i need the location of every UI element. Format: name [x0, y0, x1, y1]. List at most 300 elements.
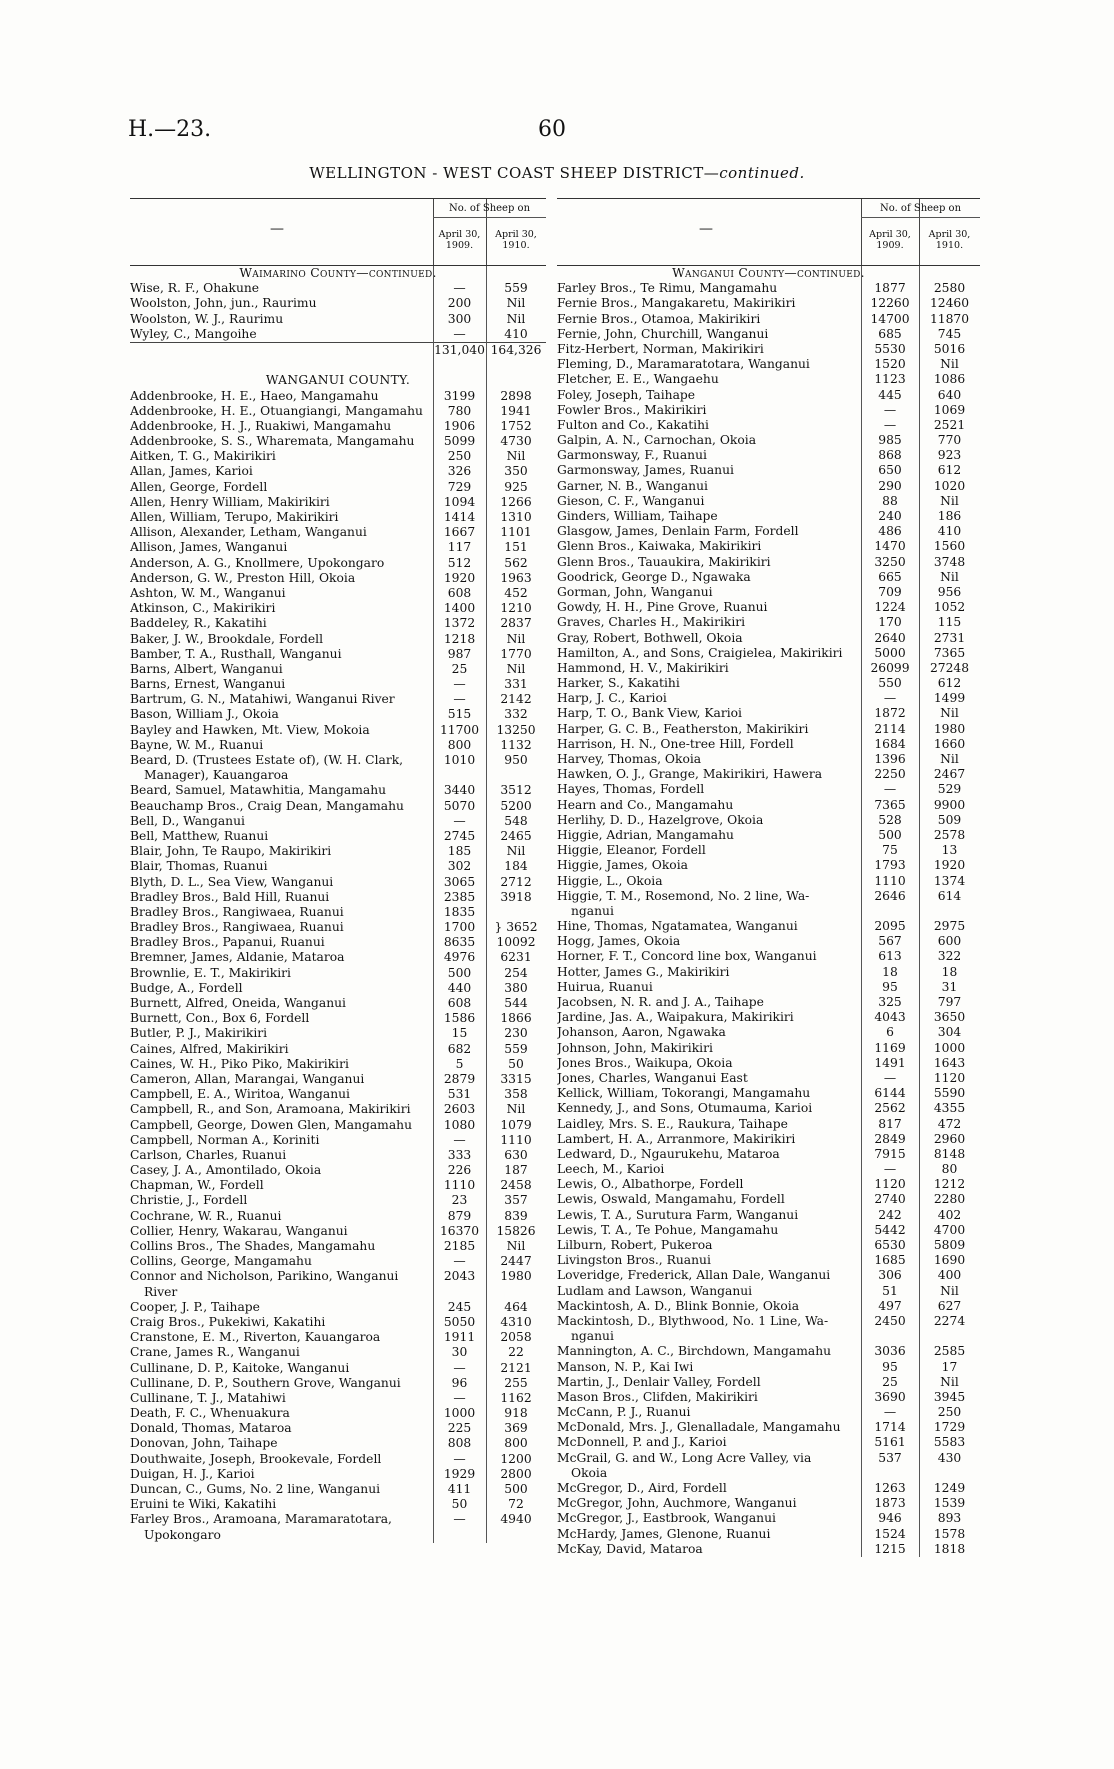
owner-name: Beard, D. (Trustees Estate of), (W. H. Clark, [130, 753, 404, 767]
table-row [130, 601, 546, 616]
owner-name: Campbell, R., and Son, Aramoana, Makirikiri [130, 1102, 411, 1117]
sheep-1910: 614 [937, 888, 962, 903]
table-row [557, 965, 980, 980]
sheep-1910: 410 [937, 524, 962, 539]
sheep-1910: 1310 [500, 510, 532, 524]
sheep-1909: 1396 [874, 752, 906, 766]
table-row [130, 464, 546, 479]
sheep-1910: 627 [937, 1298, 962, 1313]
table-row [130, 1345, 546, 1360]
sheep-1909: 333 [447, 1147, 472, 1162]
sheep-1909: 6530 [874, 1238, 906, 1252]
page-title [0, 164, 1114, 182]
sheep-1909: 3065 [443, 874, 476, 889]
sheep-1910: 250 [937, 1405, 962, 1420]
table-row [557, 782, 980, 797]
table-row [557, 1360, 980, 1375]
table-row [130, 616, 546, 631]
owner-name: Lewis, O., Albathorpe, Fordell [557, 1177, 744, 1192]
table-row [130, 707, 546, 722]
owner-name: Budge, A., Fordell [130, 980, 243, 995]
sheep-1909: 2849 [874, 1131, 906, 1146]
owner-name: McDonnell, P. and J., Karioi [557, 1435, 727, 1450]
owner-name: Johanson, Aaron, Ngawaka [557, 1025, 726, 1040]
owner-name: Garmonsway, James, Ruanui [557, 463, 734, 478]
sheep-1909: 2603 [443, 1102, 476, 1117]
table-row [130, 1072, 546, 1087]
sheep-1910: 1052 [933, 600, 966, 615]
sheep-1910: Nil [940, 1283, 959, 1298]
sheep-1909: 1080 [443, 1117, 476, 1132]
table-row [130, 1300, 546, 1315]
sheep-1910: 2712 [500, 874, 532, 889]
owner-name: Garner, N. B., Wanganui [557, 478, 708, 493]
owner-name: Goodrick, George D., Ngawaka [557, 569, 751, 584]
sheep-1909: 250 [447, 449, 472, 464]
table-row [130, 920, 546, 935]
sheep-1910: 1752 [500, 418, 532, 433]
sheep-1910: 72 [508, 1497, 524, 1512]
table-row [130, 859, 546, 874]
sheep-1910: 2142 [500, 692, 532, 707]
owner-name: McDonald, Mrs. J., Glenalladale, Mangamahu [557, 1420, 841, 1435]
owner-name: Jardine, Jas. A., Waipakura, Makirikiri [557, 1010, 794, 1025]
sheep-1909: — [453, 1254, 466, 1269]
owner-name: Campbell, George, Dowen Glen, Mangamahu [130, 1117, 412, 1132]
right-table-body [557, 266, 980, 1557]
sheep-1910: 2465 [500, 828, 532, 843]
owner-name: McKay, David, Mataroa [557, 1541, 703, 1556]
owner-name: Bell, D., Wanganui [130, 813, 245, 828]
sheep-1910 [921, 904, 980, 919]
table-row [557, 1466, 980, 1481]
sheep-1909: 440 [447, 980, 472, 995]
section-heading [557, 266, 980, 281]
sheep-1910: 4310 [500, 1314, 532, 1329]
sheep-1910: 1578 [933, 1526, 966, 1541]
owner-name: McGregor, D., Aird, Fordell [557, 1481, 727, 1495]
table-row [130, 571, 546, 586]
owner-name: Higgie, Eleanor, Fordell [557, 843, 706, 858]
sheep-1909: 300 [447, 311, 472, 326]
sheep-1909: 95 [882, 979, 898, 994]
sheep-1910: 3315 [500, 1071, 532, 1086]
column-rule [861, 266, 862, 1557]
table-row [557, 1451, 980, 1466]
owner-name: Fletcher, E. E., Wangaehu [557, 372, 719, 387]
sheep-1909: 531 [447, 1087, 472, 1102]
sheep-1909: 117 [447, 540, 472, 555]
sheep-1909: 2745 [443, 828, 476, 843]
sheep-1910: 3945 [933, 1389, 966, 1404]
owner-name: Burnett, Con., Box 6, Fordell [130, 1011, 310, 1026]
owner-name: Bremner, James, Aldanie, Mataroa [130, 950, 345, 965]
sheep-1909: 302 [447, 859, 472, 874]
owner-name: Bason, William J., Okoia [130, 707, 279, 722]
sheep-1909: 528 [878, 812, 902, 827]
table-row [130, 586, 546, 601]
sheep-1909: 1586 [443, 1011, 476, 1026]
owner-name: Caines, W. H., Piko Piko, Makirikiri [130, 1056, 349, 1071]
sheep-1910: 1020 [933, 478, 966, 493]
table-row [130, 844, 546, 859]
sheep-1910: Nil [940, 706, 959, 721]
sheep-1909: 5530 [874, 341, 906, 356]
sheep-1909: 1263 [874, 1481, 906, 1495]
sheep-1909: — [883, 402, 897, 417]
owner-name: Lewis, T. A., Te Pohue, Mangamahu [557, 1222, 779, 1237]
owner-name: Bradley Bros., Rangiwaea, Ruanui [130, 904, 344, 919]
sheep-1910: 612 [937, 463, 962, 478]
table-row [130, 1178, 546, 1193]
sheep-1909: 411 [447, 1482, 472, 1496]
sheep-1910: 115 [937, 615, 962, 630]
sheep-1910: 4730 [500, 434, 532, 449]
sheep-1909: 96 [451, 1375, 468, 1390]
sheep-1909: 5099 [443, 434, 476, 449]
name-column-header: — [270, 221, 284, 237]
table-row [130, 1269, 546, 1284]
sheep-1909: 1414 [443, 510, 476, 524]
sheep-1910: 1162 [500, 1390, 532, 1405]
sheep-1909: 1700 [443, 920, 476, 935]
table-row [557, 342, 980, 357]
table-row [130, 1042, 546, 1057]
table-row [130, 799, 546, 814]
sheep-1910 [921, 1329, 980, 1344]
sheep-count-group-header: No. of Sheep on [433, 203, 546, 218]
sheep-1910: 254 [504, 965, 528, 980]
sheep-1910: 1660 [933, 736, 966, 751]
sheep-1909 [437, 768, 488, 783]
sheep-1910: 600 [937, 934, 962, 949]
sheep-1910: 2121 [500, 1360, 532, 1375]
sheep-1910: 1000 [933, 1040, 966, 1055]
sheep-1910: Nil [506, 844, 526, 859]
table-row [557, 403, 980, 418]
sheep-1910: 4700 [933, 1222, 966, 1237]
table-row [557, 281, 980, 296]
sheep-1909: 1911 [443, 1330, 476, 1345]
table-row [130, 510, 546, 525]
table-row [557, 1542, 980, 1557]
table-row [557, 980, 980, 995]
owner-name: Blair, Thomas, Ruanui [130, 859, 268, 874]
table-row [557, 1511, 980, 1526]
table-row [130, 935, 546, 950]
sheep-1909: 2450 [874, 1313, 906, 1328]
sheep-1909: 5161 [874, 1435, 906, 1450]
sheep-1910: 1086 [933, 372, 966, 387]
sheep-1909: 12260 [870, 296, 910, 311]
table-row [130, 1497, 546, 1512]
column-rule [433, 266, 434, 1543]
sheep-1910 [488, 768, 546, 783]
sheep-1910: 410 [504, 326, 528, 341]
sheep-1910: 1539 [933, 1496, 966, 1511]
sheep-1909: — [453, 692, 466, 707]
table-row [130, 404, 546, 419]
sheep-1909: 5442 [874, 1222, 906, 1237]
sheep-1910: 12460 [929, 296, 970, 311]
owner-name [130, 343, 433, 358]
sheep-1909: 3036 [874, 1344, 906, 1359]
sheep-1910: 358 [504, 1087, 528, 1102]
sheep-1909: — [453, 1451, 466, 1466]
sheep-1910: 1110 [500, 1132, 532, 1147]
table-row [557, 433, 980, 448]
table-row [130, 1011, 546, 1026]
sheep-1910: 770 [937, 433, 962, 448]
sheep-1910: 1212 [933, 1177, 966, 1192]
col-1910-header: April 30, 1910. [495, 229, 537, 251]
sheep-1909: — [883, 1162, 897, 1177]
sheep-1910: 2058 [500, 1330, 532, 1345]
table-row [130, 1528, 546, 1543]
owner-name: Carlson, Charles, Ruanui [130, 1147, 287, 1162]
owner-name: Collins, George, Mangamahu [130, 1254, 312, 1269]
table-row [557, 737, 980, 752]
owner-name: McHardy, James, Glenone, Ruanui [557, 1526, 771, 1541]
sheep-1909: 23 [451, 1193, 468, 1208]
owner-name: Atkinson, C., Makirikiri [130, 601, 276, 616]
sheep-1910: 2467 [933, 767, 966, 782]
sheep-1909: 3440 [443, 783, 476, 798]
sheep-1910: 80 [941, 1162, 958, 1177]
sheep-1910: Nil [506, 311, 526, 326]
sheep-1909: 1000 [443, 1406, 476, 1421]
table-row [130, 1057, 546, 1072]
table-row [130, 677, 546, 692]
table-row [130, 1467, 546, 1482]
sheep-1909 [437, 1285, 488, 1300]
table-row [130, 556, 546, 571]
left-table-body [130, 266, 546, 1543]
sheep-1910: Nil [940, 493, 959, 508]
table-row [130, 996, 546, 1011]
sheep-1910: 7365 [933, 645, 966, 660]
sheep-1910: 2837 [500, 616, 532, 631]
table-row [557, 1284, 980, 1299]
owner-name: Campbell, E. A., Wiritoa, Wanganui [130, 1087, 350, 1102]
table-row [557, 1390, 980, 1405]
owner-name: Duigan, H. J., Karioi [130, 1466, 255, 1481]
sheep-1909: 242 [878, 1207, 902, 1222]
sheep-1909: 1872 [874, 706, 906, 721]
sheep-1909: 1010 [443, 753, 476, 767]
column-rule [486, 266, 487, 1543]
sheep-1910: 950 [504, 753, 528, 767]
sheep-1909: 567 [878, 934, 902, 949]
owner-name: Collier, Henry, Wakarau, Wanganui [130, 1223, 348, 1238]
sheep-1909: 8635 [443, 935, 476, 950]
owner-name: Casey, J. A., Amontilado, Okoia [130, 1163, 322, 1178]
sheep-1910: Nil [506, 296, 526, 311]
sheep-1910: 6231 [500, 950, 532, 965]
sheep-1910: 255 [504, 1375, 528, 1390]
owner-name: Ledward, D., Ngaurukehu, Mataroa [557, 1146, 780, 1161]
table-row [557, 767, 980, 782]
sheep-1910: 10092 [496, 935, 536, 950]
sheep-1909: 16370 [439, 1223, 480, 1238]
sheep-1909: — [453, 1512, 466, 1527]
sheep-1910: 22 [508, 1345, 524, 1360]
owner-name: Livingston Bros., Ruanui [557, 1253, 711, 1268]
table-row [130, 1361, 546, 1376]
spacer [130, 358, 546, 373]
sheep-1910: 1980 [500, 1269, 532, 1284]
table-row [557, 357, 980, 372]
table-row [557, 1071, 980, 1086]
sheep-1909: 1372 [443, 616, 476, 631]
sheep-1909: 1793 [874, 858, 906, 873]
owner-name: Garmonsway, F., Ruanui [557, 448, 707, 463]
table-row [130, 1285, 546, 1300]
sheep-1909: 6144 [874, 1086, 906, 1101]
sheep-1910: 640 [937, 387, 962, 402]
table-row [557, 327, 980, 342]
owner-name: Loveridge, Frederick, Allan Dale, Wanganui [557, 1268, 831, 1283]
table-row [130, 981, 546, 996]
sheep-1909: 7915 [874, 1146, 906, 1161]
table-row [557, 1223, 980, 1238]
table-row [557, 1299, 980, 1314]
sheep-1910: 350 [504, 464, 528, 479]
sheep-1909: 3250 [874, 554, 906, 569]
sheep-1909: 1110 [874, 873, 906, 888]
sheep-1910: 3918 [500, 889, 532, 904]
table-row [130, 905, 546, 920]
owner-name: McGrail, G. and W., Long Acre Valley, via [557, 1450, 812, 1465]
table-row [130, 389, 546, 404]
owner-name: Chapman, W., Fordell [130, 1178, 264, 1193]
table-row [557, 600, 980, 615]
sheep-1909: 290 [878, 478, 902, 493]
owner-name: Addenbrooke, H. J., Ruakiwi, Mangamahu [130, 418, 392, 433]
owner-name: Bartrum, G. N., Matahiwi, Wanganui River [130, 692, 395, 707]
table-row [130, 1452, 546, 1467]
table-row [130, 480, 546, 495]
sheep-1909: 685 [878, 326, 902, 341]
sheep-1910: 472 [937, 1116, 962, 1131]
owner-name: McGregor, J., Eastbrook, Wanganui [557, 1511, 776, 1526]
sheep-1910: 5583 [933, 1435, 966, 1450]
sheep-1910: 11870 [929, 311, 970, 326]
table-row [130, 1436, 546, 1451]
owner-name: Blair, John, Te Raupo, Makirikiri [130, 844, 332, 859]
owner-name: Lewis, T. A., Surutura Farm, Wanganui [557, 1207, 799, 1222]
owner-name: Laidley, Mrs. S. E., Raukura, Taihape [557, 1116, 788, 1131]
col-1909-header: April 30, 1909. [438, 229, 481, 251]
owner-name: Lewis, Oswald, Mangamahu, Fordell [557, 1192, 785, 1207]
table-row [130, 434, 546, 449]
table-row [130, 738, 546, 753]
owner-name: Bradley Bros., Bald Hill, Ruanui [130, 889, 330, 904]
table-row [130, 281, 546, 296]
owner-name: Harker, S., Kakatihi [557, 676, 680, 691]
owner-name: Fowler Bros., Makirikiri [557, 402, 707, 417]
sheep-1909: 1714 [874, 1420, 906, 1435]
sheep-1910: 9900 [933, 797, 966, 812]
sheep-1909: 650 [878, 463, 902, 478]
owner-name: Mackintosh, D., Blythwood, No. 1 Line, Wa- [557, 1313, 829, 1328]
sheep-1909: 3199 [443, 388, 476, 403]
owner-name: Barns, Ernest, Wanganui [130, 677, 286, 692]
sheep-1909: 608 [447, 585, 472, 600]
sheep-1909: 1684 [874, 736, 906, 751]
sheep-1910: 5200 [500, 798, 532, 813]
table-row [557, 1238, 980, 1253]
table-row [130, 296, 546, 311]
sheep-1910: 186 [937, 509, 962, 523]
table-row [130, 1391, 546, 1406]
sheep-1909: 486 [878, 524, 902, 539]
owner-name: Herlihy, D. D., Hazelgrove, Okoia [557, 812, 764, 827]
table-row [557, 706, 980, 721]
owner-name: Caines, Alfred, Makirikiri [130, 1041, 289, 1056]
owner-name: Bradley Bros., Rangiwaea, Ruanui [130, 920, 344, 935]
owner-name: Lambert, H. A., Arranmore, Makirikiri [557, 1131, 796, 1146]
owner-name: Farley Bros., Aramoana, Maramaratotara, [130, 1512, 392, 1527]
owner-name: Butler, P. J., Makirikiri [130, 1026, 268, 1041]
table-row [557, 949, 980, 964]
owner-name: Eruini te Wiki, Kakatihi [130, 1497, 277, 1512]
table-row [557, 843, 980, 858]
owner-name: Craig Bros., Pukekiwi, Kakatihi [130, 1314, 326, 1329]
sheep-1909 [865, 1466, 921, 1481]
table-row [557, 296, 980, 311]
owner-name: Manager), Kauangaroa [144, 768, 289, 783]
sheep-1909: 14700 [870, 311, 910, 326]
sheep-1909: 729 [447, 479, 472, 494]
sheep-1910: 2274 [933, 1313, 966, 1328]
owner-name: River [144, 1284, 178, 1299]
sheep-1910: 2898 [500, 388, 532, 403]
table-row [130, 890, 546, 905]
table-row [130, 1148, 546, 1163]
sheep-1909: 780 [447, 403, 472, 418]
sheep-1909: 51 [882, 1283, 898, 1298]
sheep-1909: 1224 [874, 600, 906, 615]
sheep-1910: 1770 [500, 646, 532, 661]
table-row [130, 1330, 546, 1345]
sheep-1909: 537 [878, 1450, 902, 1465]
table-row [130, 662, 546, 677]
table-row [557, 1420, 980, 1435]
sheep-1909: 497 [878, 1298, 902, 1313]
sheep-1909: — [883, 691, 897, 706]
owner-name: Allen, George, Fordell [130, 479, 268, 494]
sheep-1909: 3690 [874, 1389, 906, 1404]
table-row [130, 723, 546, 738]
table-row [130, 1102, 546, 1117]
table-row [557, 1177, 980, 1192]
table-row [557, 889, 980, 904]
sheep-1909: 4976 [443, 950, 476, 965]
sheep-1910: 925 [504, 479, 528, 494]
sheep-1910: 402 [937, 1207, 962, 1222]
owner-name: Harp, J. C., Karioi [557, 691, 667, 706]
sheep-1910: 529 [937, 782, 962, 797]
sheep-1909: 1491 [874, 1055, 906, 1070]
sheep-1909: 1906 [443, 418, 476, 433]
right-table-header [557, 198, 980, 266]
table-row [557, 585, 980, 600]
owner-name: Mackintosh, A. D., Blink Bonnie, Okoia [557, 1298, 800, 1313]
sheep-1909: — [883, 1405, 897, 1420]
sheep-1909: 1877 [874, 281, 906, 296]
sheep-1910: 1069 [933, 402, 966, 417]
